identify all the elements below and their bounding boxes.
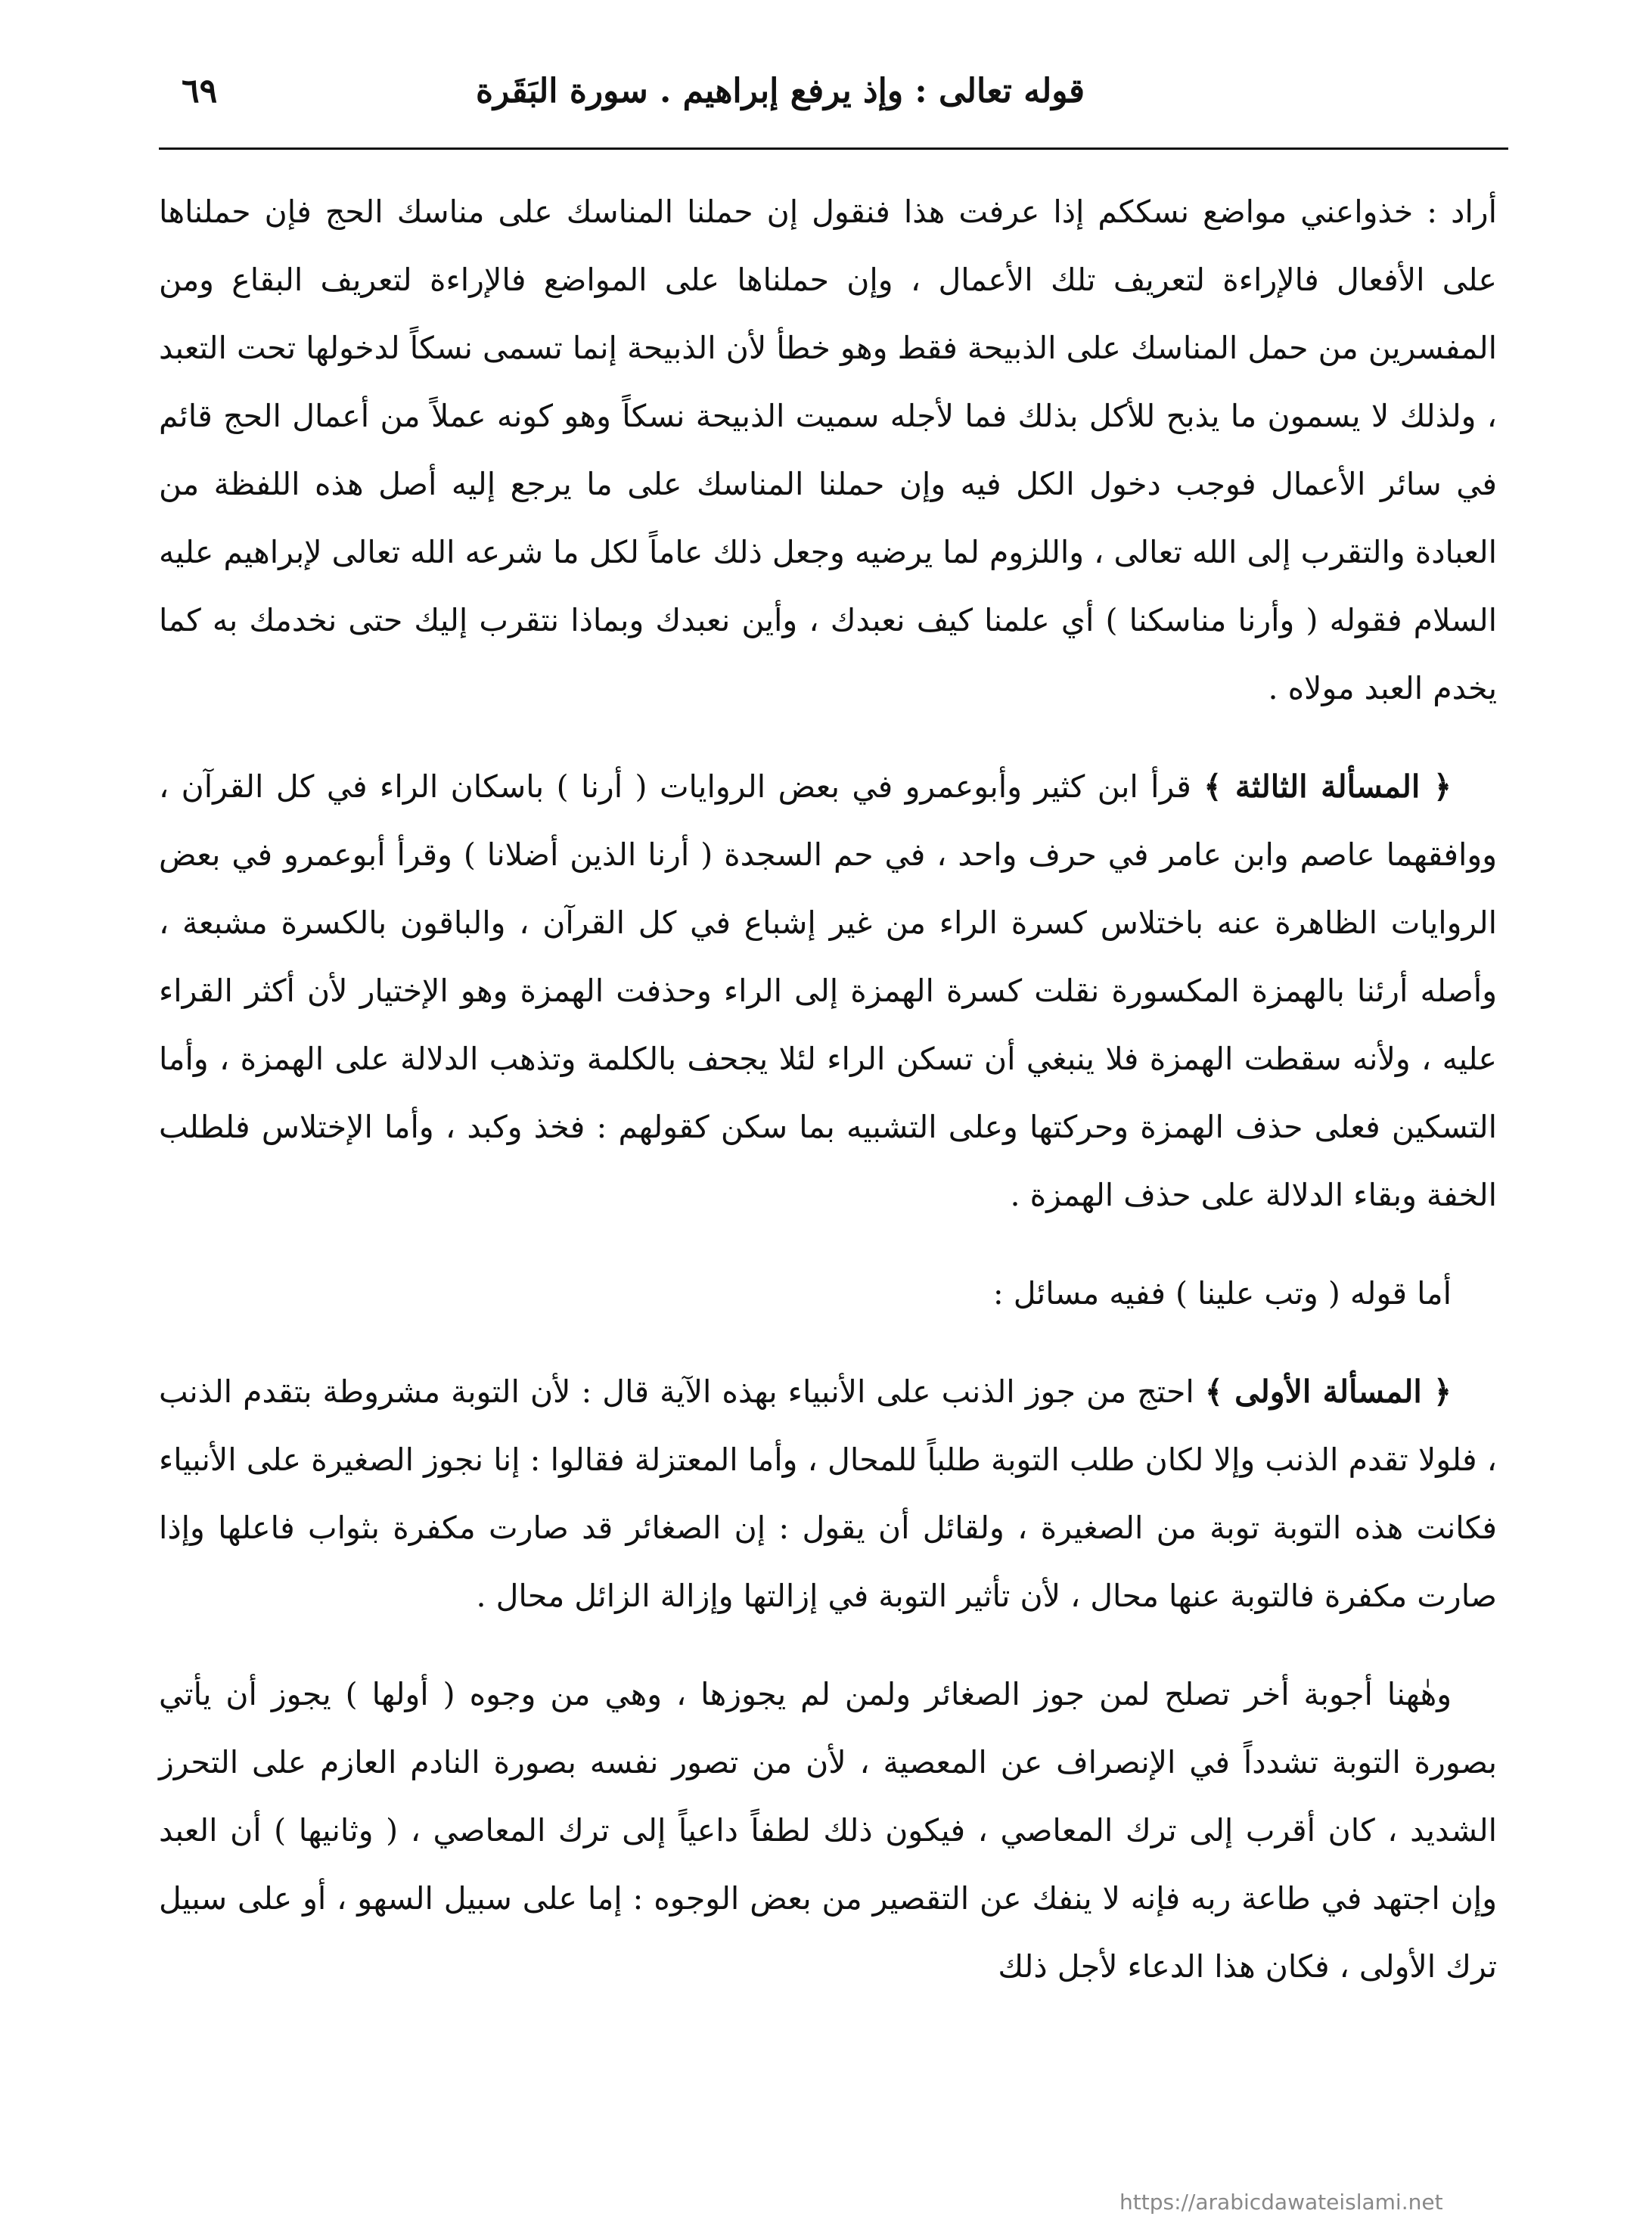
running-title: قوله تعالى : وإذ يرفع إبراهيم . سورة البَقَرة — [476, 72, 1085, 110]
paragraph-text: قرأ ابن كثير وأبوعمرو في بعض الروايات ( أرنا ) باسكان الراء في كل القرآن ، ووافقهما عاصم وابن عامر في حرف واحد ، في حم السجدة ( أرنا الذين أضلانا ) وقرأ أبوعمرو في بعض الروايات الظاهرة عنه باختلاس كسرة الراء من غير إشباع في كل القرآن ، والباقون بالكسرة مشبعة ، وأصله أرئنا بالهمزة المكسورة نقلت كسرة الهمزة إلى الراء وحذفت الهمزة وهو الإختيار لأن أكثر القراء عليه ، ولأنه سقطت الهمزة فلا ينبغي أن تسكن الراء لئلا يجحف بالكلمة وتذهب الدلالة على الهمزة ، وأما التسكين فعلى حذف الهمزة وحركتها وعلى التشبيه بما سكن كقولهم : فخذ وكبد ، وأما الإختلاس فلطلب الخفة وبقاء الدلالة على حذف الهمزة . — [159, 768, 1497, 1213]
paragraph-text: أما قوله ( وتب علينا ) ففيه مسائل : — [992, 1275, 1452, 1312]
watermark-url: https://arabicdawateislami.net — [1119, 2190, 1443, 2215]
body-text — [159, 178, 1497, 2001]
page-number: ٦٩ — [182, 72, 218, 110]
paragraph-5 — [159, 1660, 1497, 2001]
issue-label: ﴿ المسألة الثالثة ﴾ — [1203, 768, 1452, 805]
paragraph-2 — [159, 753, 1497, 1229]
paragraph-1 — [159, 178, 1497, 722]
paragraph-3 — [159, 1259, 1497, 1327]
paragraph-text: احتج من جوز الذنب على الأنبياء بهذه الآية قال : لأن التوبة مشروطة بتقدم الذنب ، فلولا تقدم الذنب وإلا لكان طلب التوبة طلباً للمحال ، وأما المعتزلة فقالوا : إنا نجوز الصغيرة على الأنبياء فكانت هذه التوبة توبة من الصغيرة ، ولقائل أن يقول : إن الصغائر قد صارت مكفرة بثواب فاعلها وإذا صارت مكفرة فالتوبة عنها محال ، لأن تأثير التوبة في إزالتها وإزالة الزائل محال . — [159, 1374, 1497, 1614]
paragraph-text: أراد : خذواعني مواضع نسككم إذا عرفت هذا فنقول إن حملنا المناسك على مناسك الحج فإن حملناها على الأفعال فالإراءة لتعريف تلك الأعمال ، وإن حملناها على المواضع فالإراءة لتعريف البقاع ومن المفسرين من حمل المناسك على الذبيحة فقط وهو خطأ لأن الذبيحة إنما تسمى نسكاً لدخولها تحت التعبد ، ولذلك لا يسمون ما يذبح للأكل بذلك فما لأجله سميت الذبيحة نسكاً وهو كونه عملاً من أعمال الحج قائم في سائر الأعمال فوجب دخول الكل فيه وإن حملنا المناسك على ما يرجع إليه أصل هذه اللفظة من العبادة والتقرب إلى الله تعالى ، واللزوم لما يرضيه وجعل ذلك عاماً لكل ما شرعه الله تعالى لإبراهيم عليه السلام فقوله ( وأرنا مناسكنا ) أي علمنا كيف نعبدك ، وأين نعبدك وبماذا نتقرب إليك حتى نخدمك به كما يخدم العبد مولاه . — [159, 194, 1497, 706]
paragraph-text: وهٰهنا أجوبة أخر تصلح لمن جوز الصغائر ولمن لم يجوزها ، وهي من وجوه ( أولها ) يجوز أن يأتي بصورة التوبة تشدداً في الإنصراف عن المعصية ، لأن من تصور نفسه بصورة النادم العازم على التحرز الشديد ، كان أقرب إلى ترك المعاصي ، فيكون ذلك لطفاً داعياً إلى ترك المعاصي ، ( وثانيها ) أن العبد وإن اجتهد في طاعة ربه فإنه لا ينفك عن التقصير من بعض الوجوه : إما على سبيل السهو ، أو على سبيل ترك الأولى ، فكان هذا الدعاء لأجل ذلك — [159, 1676, 1497, 1985]
paragraph-4 — [159, 1358, 1497, 1630]
issue-label: ﴿ المسألة الأولى ﴾ — [1204, 1374, 1452, 1410]
header-rule — [159, 147, 1508, 150]
page-header — [159, 72, 1493, 132]
